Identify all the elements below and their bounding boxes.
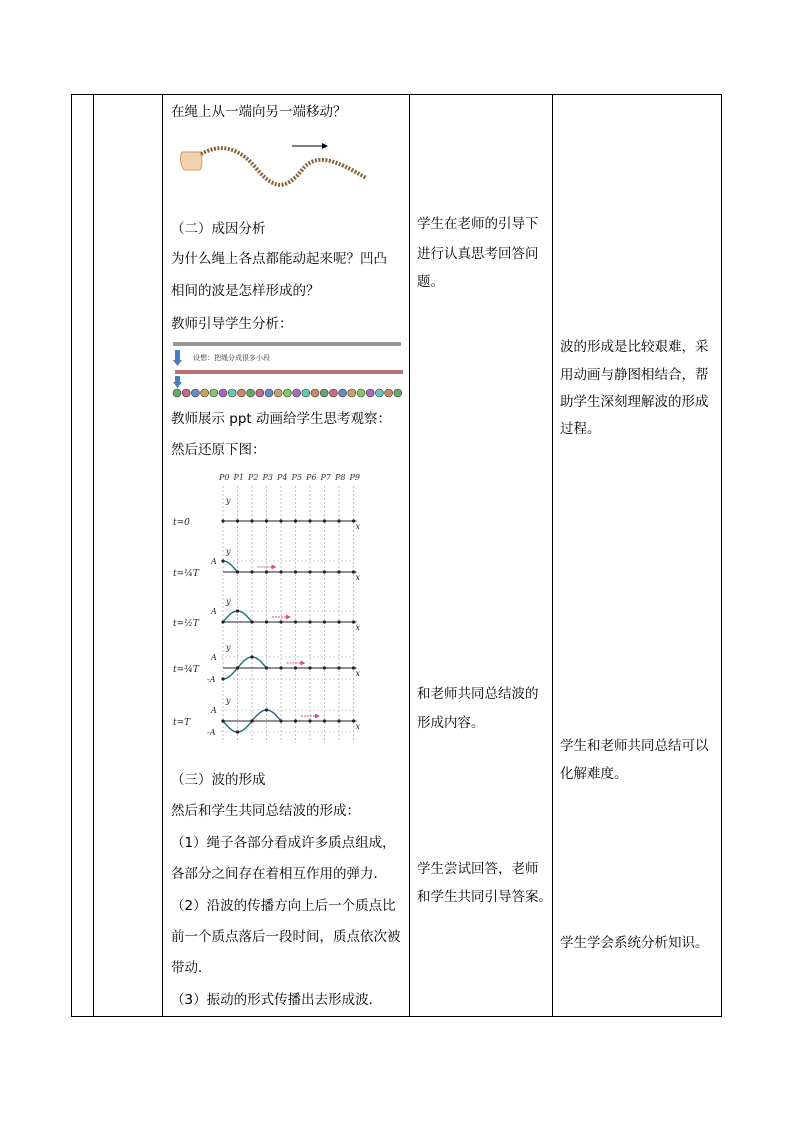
paragraph: 各部分之间存在着相互作用的弹力． [171, 866, 387, 882]
particle-dot [236, 570, 239, 573]
particle-dot [323, 519, 326, 522]
column-divider [552, 95, 553, 1016]
particle-dot [265, 620, 268, 623]
propagation-arrowhead [315, 714, 320, 719]
point-label: P9 [349, 473, 360, 482]
wave-curve [223, 561, 238, 572]
point-label: P0 [219, 473, 230, 482]
axis-label-x: x [355, 722, 361, 731]
paragraph: （3）振动的形式传播出去形成波． [171, 992, 383, 1008]
axis-label-x: x [355, 669, 361, 678]
section-heading: （三）波的形成 [171, 772, 266, 788]
particle-dot [323, 620, 326, 623]
rope-bead [219, 389, 227, 397]
particle-dot [265, 570, 268, 573]
particle-dot [294, 620, 297, 623]
rope-bead [339, 389, 347, 397]
particle-dot [221, 559, 224, 562]
student-text: 进行认真思考回答问 [417, 246, 539, 262]
particle-dot [294, 666, 297, 669]
particle-dot [352, 719, 355, 722]
intent-text: 波的形成是比较艰难，采 [560, 339, 709, 355]
amplitude-label: A [211, 653, 217, 662]
particle-dot [279, 719, 282, 722]
wave-curve [223, 611, 252, 622]
rope-segments-illustration [171, 340, 403, 400]
rope-bead [274, 389, 282, 397]
student-text: 和老师共同总结波的 [417, 686, 539, 702]
particle-dot [352, 666, 355, 669]
particle-dot [294, 570, 297, 573]
rope-bead [311, 389, 319, 397]
point-label: P8 [335, 473, 346, 482]
point-label: P4 [277, 473, 288, 482]
paragraph: 教师引导学生分析： [171, 316, 293, 332]
rope-bead [366, 389, 374, 397]
particle-dot [323, 666, 326, 669]
rope-bead [237, 389, 245, 397]
particle-dot [337, 666, 340, 669]
particle-dot [250, 570, 253, 573]
paragraph: 然后还原下图： [171, 442, 266, 458]
particle-dot [294, 519, 297, 522]
particle-dot [221, 719, 224, 722]
axis-label-y: y [226, 643, 231, 652]
rope-bead [210, 389, 218, 397]
paragraph: 为什么绳上各点都能动起来呢？凹凸 [171, 251, 387, 267]
axis-label-y: y [226, 597, 231, 606]
point-label: P3 [262, 473, 273, 482]
propagation-arrowhead [286, 615, 291, 620]
student-text: 学生在老师的引导下 [417, 216, 539, 232]
particle-dot [352, 570, 355, 573]
student-text: 和学生共同引导答案。 [417, 889, 552, 905]
rope-bead [348, 389, 356, 397]
rope-bead [302, 389, 310, 397]
particle-dot [337, 519, 340, 522]
amplitude-label: A [211, 607, 217, 616]
rope-bead [394, 389, 402, 397]
paragraph: （2）沿波的传播方向上后一个质点比 [171, 898, 396, 914]
particle-dot [308, 620, 311, 623]
particle-dot [236, 609, 239, 612]
particle-dot [337, 620, 340, 623]
particle-dot [323, 719, 326, 722]
amplitude-label: A [211, 706, 217, 715]
column-divider [93, 95, 94, 1016]
rope-bead [375, 389, 383, 397]
point-label: P6 [306, 473, 317, 482]
particle-dot [236, 666, 239, 669]
paragraph: 相间的波是怎样形成的？ [171, 283, 320, 299]
paragraph: 带动． [171, 960, 212, 976]
section-heading: （二）成因分析 [171, 221, 266, 237]
particle-dot [236, 519, 239, 522]
paragraph: 前一个质点落后一段时间，质点依次被 [171, 929, 401, 945]
time-label: t=T [173, 718, 191, 728]
point-label: P5 [291, 473, 302, 482]
time-label: t=¼T [173, 569, 199, 579]
rope-bead [385, 389, 393, 397]
intent-text: 过程。 [560, 421, 601, 437]
time-label: t=¾T [173, 665, 199, 675]
column-divider [409, 95, 410, 1016]
axis-label-x: x [355, 522, 361, 531]
particle-dot [323, 570, 326, 573]
axis-label-x: x [355, 573, 361, 582]
intent-text: 学生和老师共同总结可以 [560, 738, 709, 754]
particle-dot [279, 666, 282, 669]
rope-bead [173, 389, 181, 397]
rope-bead [256, 389, 264, 397]
lesson-table [71, 94, 722, 1017]
propagation-arrowhead [301, 661, 306, 666]
rope-bead [320, 389, 328, 397]
paragraph: 教师展示 ppt 动画给学生思考观察： [171, 411, 392, 427]
amplitude-label: A [211, 557, 217, 566]
intent-text: 学生学会系统分析知识。 [560, 935, 709, 951]
particle-dot [265, 519, 268, 522]
particle-dot [250, 655, 253, 658]
particle-dot [265, 708, 268, 711]
particle-dot [308, 519, 311, 522]
point-label: P2 [248, 473, 259, 482]
paragraph: 在绳上从一端向另一端移动？ [171, 104, 347, 120]
rope-bead [247, 389, 255, 397]
particle-dot [279, 620, 282, 623]
particle-dot [279, 519, 282, 522]
rope-bead [293, 389, 301, 397]
rope-bead [191, 389, 199, 397]
rope-label: 设想：把绳分成很多小段 [193, 354, 270, 362]
particle-dot [236, 730, 239, 733]
student-text: 题。 [417, 274, 444, 290]
rope-bead [228, 389, 236, 397]
rope-bead [182, 389, 190, 397]
particle-dot [250, 719, 253, 722]
intent-text: 助学生深刻理解波的形成 [560, 394, 709, 410]
particle-dot [352, 519, 355, 522]
point-label: P1 [233, 473, 244, 482]
student-text: 形成内容。 [417, 715, 485, 731]
point-label: P7 [320, 473, 331, 482]
time-label: t=½T [173, 619, 199, 629]
wave-formation-figure [171, 468, 371, 748]
particle-dot [221, 677, 224, 680]
axis-label-x: x [355, 623, 361, 632]
rope-bead [357, 389, 365, 397]
amplitude-label: -A [207, 675, 216, 684]
particle-dot [352, 620, 355, 623]
particle-dot [265, 666, 268, 669]
particle-dot [279, 570, 282, 573]
particle-dot [337, 719, 340, 722]
axis-label-y: y [226, 547, 231, 556]
intent-text: 用动画与静图相结合，帮 [560, 367, 709, 383]
student-text: 学生尝试回答，老师 [417, 861, 539, 877]
particle-dot [308, 570, 311, 573]
time-label: t=0 [173, 518, 190, 528]
particle-dot [294, 719, 297, 722]
paragraph: 然后和学生共同总结波的形成： [171, 803, 360, 819]
rope-bead [329, 389, 337, 397]
rope-bead [283, 389, 291, 397]
particle-dot [221, 620, 224, 623]
rope-hand-illustration [176, 140, 372, 198]
intent-text: 化解难度。 [560, 766, 628, 782]
axis-label-y: y [226, 496, 231, 505]
particle-dot [250, 620, 253, 623]
propagation-arrowhead [272, 565, 277, 570]
rope-bead [265, 389, 273, 397]
particle-dot [250, 519, 253, 522]
amplitude-label: -A [207, 728, 216, 737]
particle-dot [308, 719, 311, 722]
axis-label-y: y [226, 696, 231, 705]
particle-dot [337, 570, 340, 573]
particle-dot [308, 666, 311, 669]
rope-bead [201, 389, 209, 397]
paragraph: （1）绳子各部分看成许多质点组成， [171, 835, 396, 851]
column-divider [162, 95, 163, 1016]
particle-dot [221, 519, 224, 522]
